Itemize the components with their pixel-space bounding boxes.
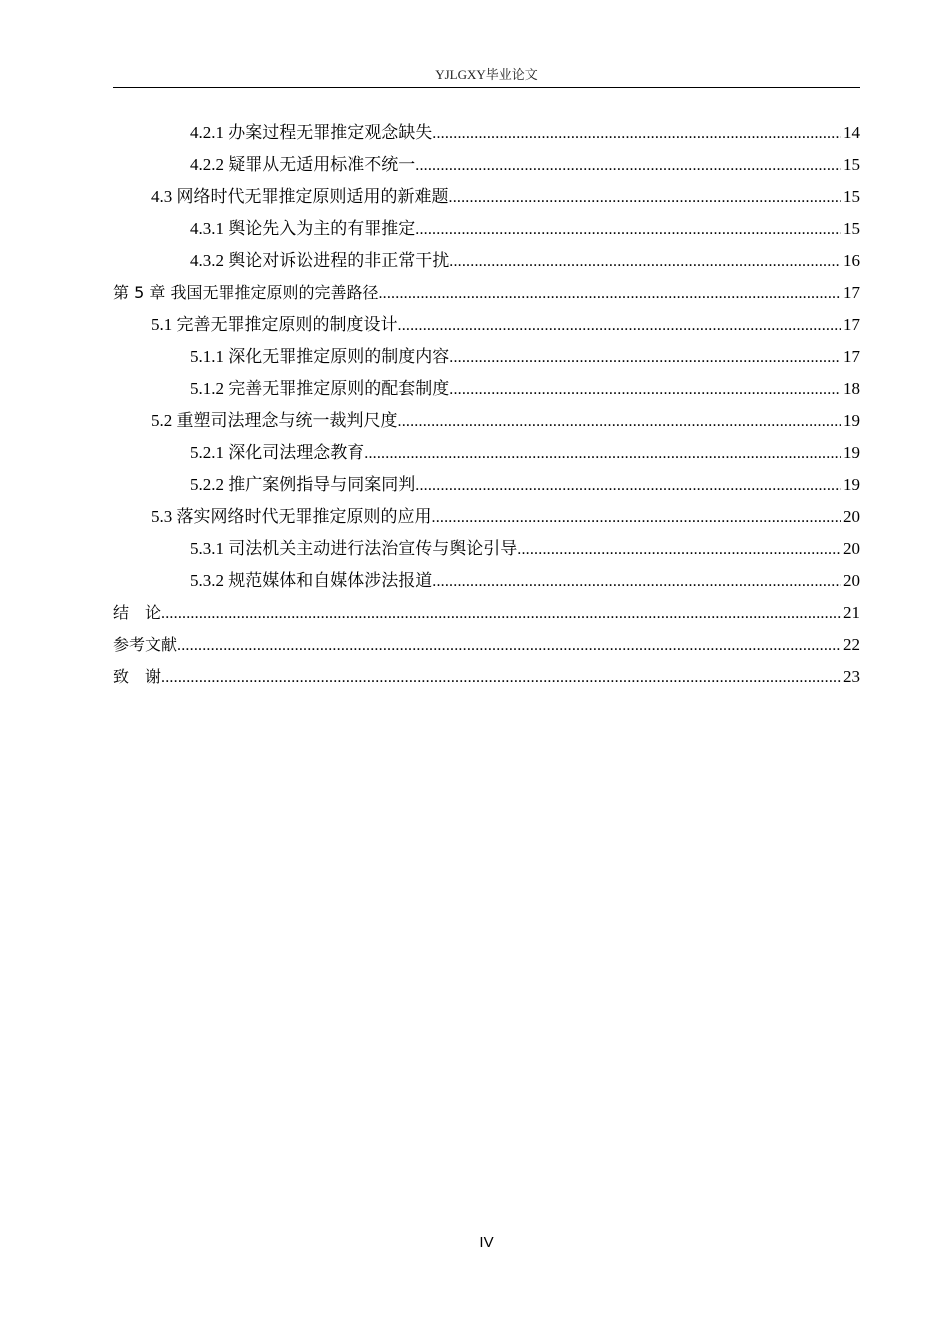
toc-entry[interactable] — [113, 661, 860, 693]
toc-entry-title: 4.3.2 舆论对诉讼进程的非正常干扰 — [190, 251, 450, 270]
toc-leader-dots — [398, 406, 842, 438]
toc-leader-dots — [378, 278, 841, 310]
toc-entry-title: 5.1.2 完善无罪推定原则的配套制度 — [190, 379, 450, 398]
toc-entry-title: 5.2.2 推广案例指导与同案同判 — [190, 475, 416, 494]
toc-entry[interactable] — [113, 629, 860, 661]
toc-entry[interactable] — [113, 277, 860, 309]
toc-leader-dots — [432, 566, 841, 598]
toc-entry[interactable] — [113, 341, 860, 373]
toc-entry-page-number: 15 — [843, 187, 860, 206]
toc-entry-page-number: 19 — [843, 443, 860, 462]
toc-entry[interactable] — [113, 405, 860, 437]
toc-entry-title: 5.3.1 司法机关主动进行法治宣传与舆论引导 — [190, 539, 518, 558]
toc-entry[interactable] — [113, 117, 860, 149]
toc-leader-dots — [449, 374, 841, 406]
toc-entry-title: 参考文献 — [113, 635, 178, 654]
toc-entry[interactable] — [113, 213, 860, 245]
toc-entry-title: 5.2 重塑司法理念与统一裁判尺度 — [151, 411, 398, 430]
toc-entry[interactable] — [113, 181, 860, 213]
header-rule — [113, 87, 860, 88]
toc-entry-title: 致 谢 — [113, 667, 162, 686]
toc-entry-page-number: 20 — [843, 571, 860, 590]
toc-entry[interactable] — [113, 149, 860, 181]
toc-leader-dots — [364, 438, 841, 470]
toc-leader-dots — [449, 246, 841, 278]
toc-entry[interactable] — [113, 373, 860, 405]
toc-entry[interactable] — [113, 597, 860, 629]
toc-leader-dots — [415, 470, 841, 502]
toc-entry[interactable] — [113, 501, 860, 533]
toc-entry-title: 5.3.2 规范媒体和自媒体涉法报道 — [190, 571, 433, 590]
toc-leader-dots — [415, 150, 841, 182]
toc-entry-title: 5.1.1 深化无罪推定原则的制度内容 — [190, 347, 450, 366]
toc-entry-page-number: 17 — [843, 283, 860, 302]
toc-leader-dots — [415, 214, 841, 246]
toc-entry-title: 5.3 落实网络时代无罪推定原则的应用 — [151, 507, 432, 526]
toc-entry-page-number: 17 — [843, 315, 860, 334]
toc-leader-dots — [161, 598, 841, 630]
toc-leader-dots — [177, 630, 841, 662]
toc-leader-dots — [432, 118, 841, 150]
toc-entry-page-number: 20 — [843, 539, 860, 558]
toc-leader-dots — [449, 182, 842, 214]
toc-entry-title: 4.2.1 办案过程无罪推定观念缺失 — [190, 123, 433, 142]
toc-entry[interactable] — [113, 309, 860, 341]
toc-entry-page-number: 19 — [843, 411, 860, 430]
toc-entry-page-number: 16 — [843, 251, 860, 270]
toc-entry-title: 4.2.2 疑罪从无适用标准不统一 — [190, 155, 416, 174]
toc-entry[interactable] — [113, 245, 860, 277]
toc-entry[interactable] — [113, 469, 860, 501]
toc-entry-page-number: 19 — [843, 475, 860, 494]
toc-entry[interactable] — [113, 565, 860, 597]
toc-entry-page-number: 22 — [843, 635, 860, 654]
toc-leader-dots — [432, 502, 842, 534]
page-number: IV — [479, 1234, 494, 1251]
toc-entry-title: 结 论 — [113, 603, 162, 622]
table-of-contents — [113, 117, 860, 693]
toc-entry-title: 5.1 完善无罪推定原则的制度设计 — [151, 315, 398, 334]
toc-entry-title: 4.3.1 舆论先入为主的有罪推定 — [190, 219, 416, 238]
toc-entry[interactable] — [113, 533, 860, 565]
toc-leader-dots — [517, 534, 841, 566]
toc-entry-page-number: 23 — [843, 667, 860, 686]
toc-entry-title: 4.3 网络时代无罪推定原则适用的新难题 — [151, 187, 449, 206]
toc-entry[interactable] — [113, 437, 860, 469]
toc-leader-dots — [398, 310, 842, 342]
toc-entry-title: 5.2.1 深化司法理念教育 — [190, 443, 365, 462]
toc-entry-page-number: 14 — [843, 123, 860, 142]
running-header: YJLGXY毕业论文 — [435, 67, 538, 82]
toc-leader-dots — [161, 662, 841, 694]
toc-entry-page-number: 18 — [843, 379, 860, 398]
toc-entry-page-number: 21 — [843, 603, 860, 622]
toc-entry-page-number: 15 — [843, 219, 860, 238]
toc-entry-page-number: 17 — [843, 347, 860, 366]
toc-entry-title: 第 5 章 我国无罪推定原则的完善路径 — [113, 283, 379, 302]
toc-leader-dots — [449, 342, 841, 374]
toc-entry-page-number: 15 — [843, 155, 860, 174]
toc-entry-page-number: 20 — [843, 507, 860, 526]
